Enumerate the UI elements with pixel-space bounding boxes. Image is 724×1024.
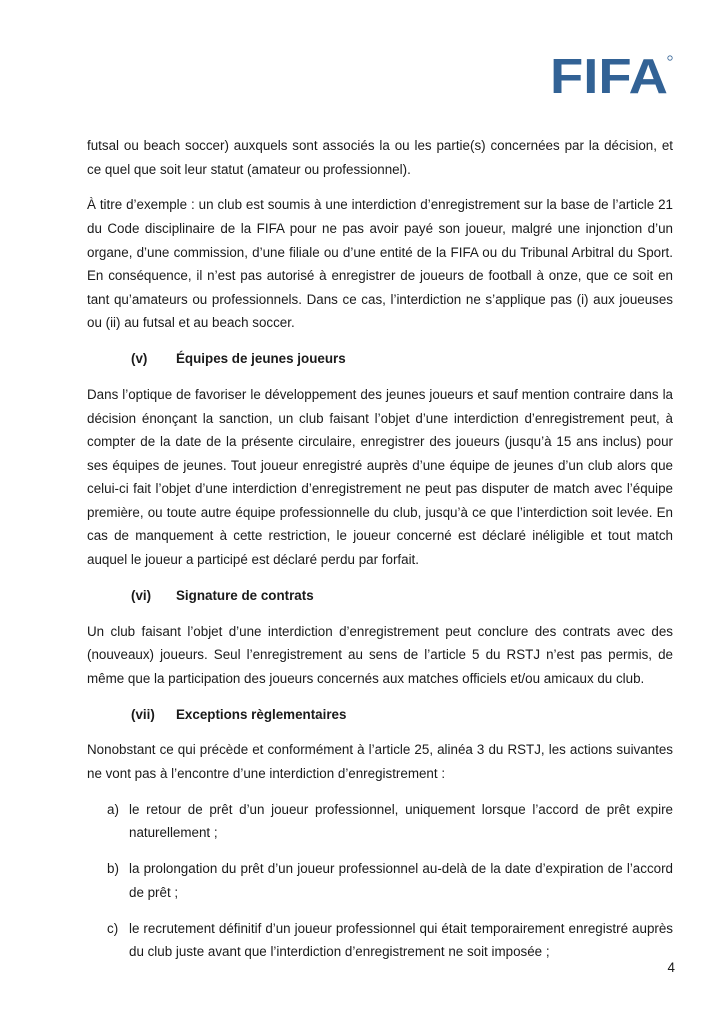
page-number: 4	[667, 960, 675, 975]
section-number: (v)	[131, 351, 148, 367]
section-title: Équipes de jeunes joueurs	[176, 351, 346, 367]
section-title: Signature de contrats	[176, 587, 314, 603]
fifa-logo-text: FIFA	[550, 52, 668, 96]
section-heading-vii	[87, 703, 673, 727]
paragraph-contract-signing: Un club faisant l’objet d’une interdiction d’enregistrement peut conclure des contrats avec des (nouveaux) joueurs. Seul l’enregistrement au sens de l’article 5 du RSTJ n’est pas permis, de même que la participation des joueurs concernés aux matches officiels et/ou amicaux du club.	[87, 623, 673, 686]
list-marker: b)	[107, 861, 119, 877]
list-marker: a)	[107, 801, 119, 817]
paragraph-example: À titre d’exemple : un club est soumis à une interdiction d’enregistrement sur la base de l’article 21 du Code disciplinaire de la FIFA pour ne pas avoir payé son joueur, malgré une injonction d’un organe, d’une commission, d’une filiale ou d’une entité de la FIFA ou du Tribunal Arbitral du Sport. En conséquence, il n’est pas autorisé à enregistrer de joueurs de football à onze, que ce soit en tant qu’amateurs ou professionnels. Dans ce cas, l’interdiction ne s’applique pas (i) aux joueuses ou (ii) au futsal et au beach soccer.	[87, 197, 673, 331]
fifa-logo	[550, 52, 674, 96]
list-marker: c)	[107, 920, 119, 936]
list-item	[87, 917, 673, 964]
section-number: (vii)	[131, 706, 155, 722]
fifa-logo-graphic	[550, 52, 674, 96]
section-heading-vi	[87, 584, 673, 608]
section-title: Exceptions règlementaires	[176, 706, 347, 722]
list-item	[87, 857, 673, 904]
paragraph-youth-teams: Dans l’optique de favoriser le développement des jeunes joueurs et sauf mention contraire dans la décision énonçant la sanction, un club faisant l’objet d’une interdiction d’enregistrement peut, à compter de la date de la présente circulaire, enregistrer des joueurs (jusqu’à 15 ans inclus) pour ses équipes de jeunes. Tout joueur enregistré auprès d’une équipe de jeunes d’un club alors que celui-ci fait l’objet d’une interdiction d’enregistrement ne peut pas disputer de match avec l’équipe première, ou toute autre équipe professionnelle du club, jusqu’à ce que l’interdiction soit levée. En cas de manquement à cette restriction, le joueur concerné est déclaré inéligible et tout match auquel le joueur a participé est déclaré perdu par forfait.	[87, 386, 673, 568]
list-item-text: la prolongation du prêt d’un joueur professionnel au-delà de la date d’expiration de l’accord de prêt ;	[129, 861, 673, 900]
section-heading-v	[87, 347, 673, 371]
paragraph-exceptions: Nonobstant ce qui précède et conformément à l’article 25, alinéa 3 du RSTJ, les actions suivantes ne vont pas à l’encontre d’une interdiction d’enregistrement :	[87, 742, 673, 781]
list-item-text: le retour de prêt d’un joueur professionnel, uniquement lorsque l’accord de prêt expire naturellement ;	[129, 801, 673, 841]
document-body	[87, 134, 673, 976]
list-item-text: le recrutement définitif d’un joueur professionnel qui était temporairement enregistré auprès du club juste avant que l’interdiction d’enregistrement ne soit imposée ;	[129, 920, 673, 960]
paragraph-intro-continuation: futsal ou beach soccer) auxquels sont associés la ou les partie(s) concernées par la décision, et ce quel que soit leur statut (amateur ou professionnel).	[87, 138, 673, 177]
list-item	[87, 798, 673, 845]
section-number: (vi)	[131, 587, 152, 603]
